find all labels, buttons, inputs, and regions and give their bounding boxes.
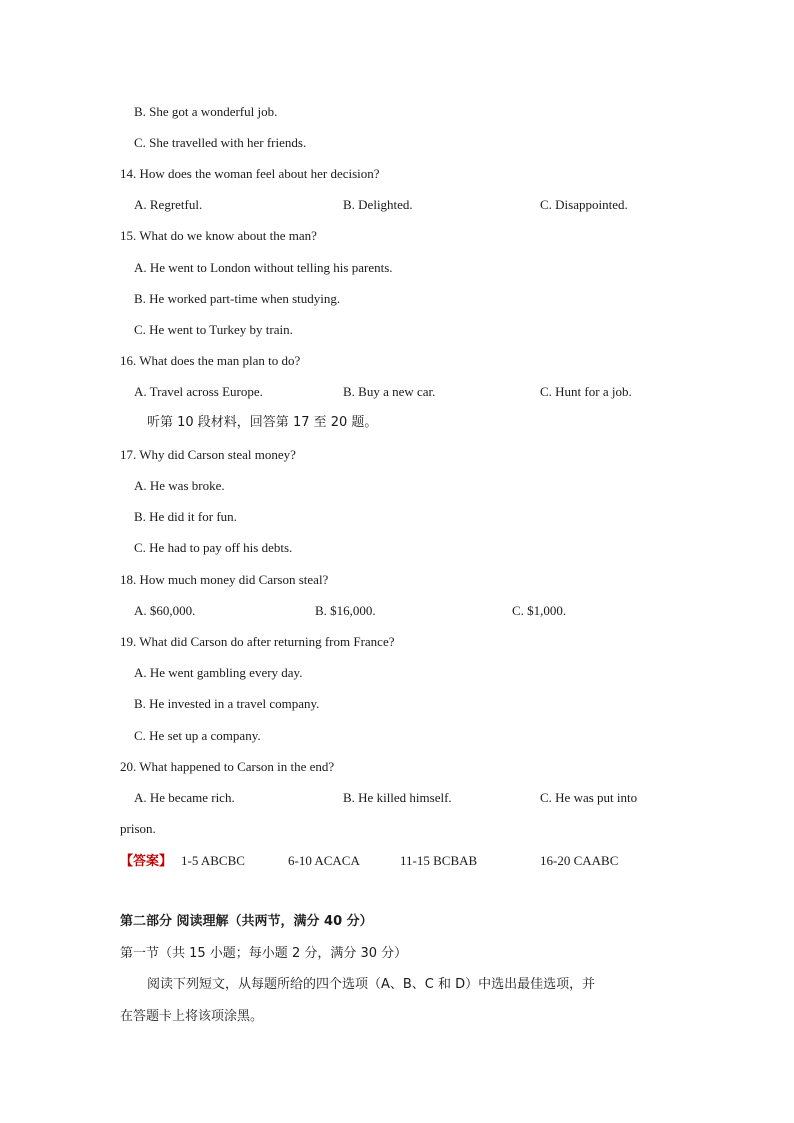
q19-option-c: C. He set up a company. bbox=[134, 728, 261, 743]
q14-option-c: C. Disappointed. bbox=[540, 197, 628, 212]
q18-option-a: A. $60,000. bbox=[134, 603, 196, 618]
q16-stem: 16. What does the man plan to do? bbox=[120, 353, 301, 368]
q17-option-b: B. He did it for fun. bbox=[134, 509, 237, 524]
answer-tag: 【答案】 bbox=[120, 854, 173, 869]
q14-option-b: B. Delighted. bbox=[343, 197, 413, 212]
answer-group-4: 16-20 CAABC bbox=[540, 853, 619, 868]
q17-option-c: C. He had to pay off his debts. bbox=[134, 540, 293, 555]
q17-option-a: A. He was broke. bbox=[134, 478, 225, 493]
q14-option-a: A. Regretful. bbox=[134, 197, 203, 212]
q14-stem: 14. How does the woman feel about her decision? bbox=[120, 166, 380, 181]
q16-option-b: B. Buy a new car. bbox=[343, 384, 436, 399]
q20-option-a: A. He became rich. bbox=[134, 790, 235, 805]
reading-instruction-line1: 阅读下列短文，从每题所给的四个选项（A、B、C 和 D）中选出最佳选项，并 bbox=[147, 977, 596, 992]
q16-option-c: C. Hunt for a job. bbox=[540, 384, 632, 399]
part2-title: 第二部分 阅读理解（共两节，满分 40 分） bbox=[120, 914, 373, 929]
q16-option-a: A. Travel across Europe. bbox=[134, 384, 263, 399]
q20-option-c: C. He was put into bbox=[540, 790, 638, 805]
instruction-section-10: 听第 10 段材料，回答第 17 至 20 题。 bbox=[147, 415, 378, 430]
q15-stem: 15. What do we know about the man? bbox=[120, 228, 317, 243]
q15-option-a: A. He went to London without telling his parents. bbox=[134, 260, 393, 275]
q19-stem: 19. What did Carson do after returning from France? bbox=[120, 634, 395, 649]
answer-group-1: 1-5 ABCBC bbox=[181, 853, 245, 868]
q20-stem: 20. What happened to Carson in the end? bbox=[120, 759, 335, 774]
q17-stem: 17. Why did Carson steal money? bbox=[120, 447, 296, 462]
section1-heading: 第一节（共 15 小题；每小题 2 分，满分 30 分） bbox=[120, 946, 408, 961]
q15-option-b: B. He worked part-time when studying. bbox=[134, 291, 341, 306]
answer-group-3: 11-15 BCBAB bbox=[400, 853, 478, 868]
q18-stem: 18. How much money did Carson steal? bbox=[120, 572, 329, 587]
q18-option-c: C. $1,000. bbox=[512, 603, 567, 618]
q15-option-c: C. He went to Turkey by train. bbox=[134, 322, 293, 337]
reading-instruction-line2: 在答题卡上将该项涂黑。 bbox=[120, 1009, 264, 1024]
q20-option-b: B. He killed himself. bbox=[343, 790, 452, 805]
answer-group-2: 6-10 ACACA bbox=[288, 853, 360, 868]
q18-option-b: B. $16,000. bbox=[315, 603, 376, 618]
answer-key bbox=[120, 853, 172, 870]
q20-option-c-continuation: prison. bbox=[120, 821, 156, 836]
q19-option-a: A. He went gambling every day. bbox=[134, 665, 303, 680]
q19-option-b: B. He invested in a travel company. bbox=[134, 696, 320, 711]
q13-option-b: B. She got a wonderful job. bbox=[134, 104, 278, 119]
q13-option-c: C. She travelled with her friends. bbox=[134, 135, 307, 150]
